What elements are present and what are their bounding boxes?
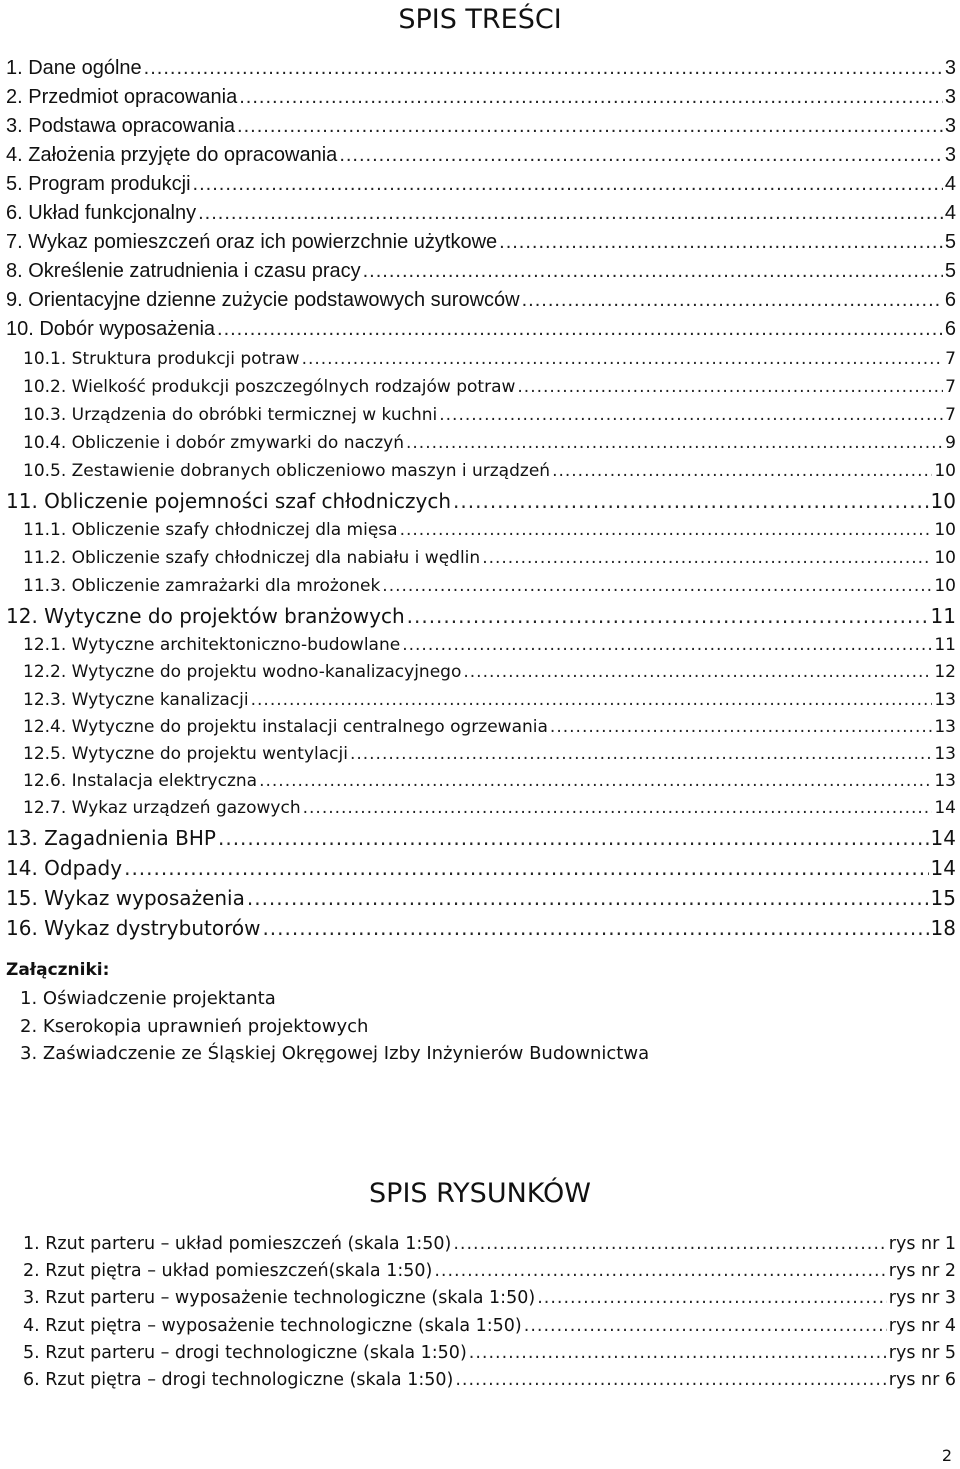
toc-entry-label: 12.3. Wytyczne kanalizacji: [23, 690, 249, 710]
toc-entry[interactable]: [6, 886, 956, 914]
toc-subentry[interactable]: [23, 662, 956, 690]
leader-dots: [550, 717, 932, 737]
toc-entry-label: 1. Dane ogólne: [6, 57, 142, 79]
toc-entry[interactable]: [6, 318, 956, 346]
figure-entry[interactable]: [23, 1370, 956, 1398]
toc-entry[interactable]: [6, 202, 956, 230]
figure-entry-ref: rys nr 4: [888, 1316, 956, 1336]
leader-dots: [406, 433, 943, 453]
toc-entry-label: 12.5. Wytyczne do projektu wentylacji: [23, 744, 348, 764]
toc-entry-label: 10.5. Zestawienie dobranych obliczeniowo maszyn i urządzeń: [23, 461, 551, 481]
toc-entry-label: 11.2. Obliczenie szafy chłodniczej dla nabiału i wędlin: [23, 548, 481, 568]
figure-entry[interactable]: [23, 1288, 956, 1316]
toc-entry[interactable]: [6, 144, 956, 172]
toc-entry-page: 14: [930, 856, 956, 880]
toc-entry-page: 10: [934, 548, 956, 568]
attachment-item: 3. Zaświadczenie ze Śląskiej Okręgowej Izby Inżynierów Budownictwa: [20, 1043, 650, 1064]
toc-entry-page: 7: [945, 405, 956, 425]
attachment-item: 2. Kserokopia uprawnień projektowych: [20, 1016, 369, 1037]
toc-entry-page: 7: [945, 349, 956, 369]
toc-entry-page: 6: [944, 318, 956, 340]
toc-entry-label: 12.4. Wytyczne do projektu instalacji centralnego ogrzewania: [23, 717, 548, 737]
leader-dots: [350, 744, 932, 764]
leader-dots: [198, 202, 943, 225]
leader-dots: [251, 690, 933, 710]
toc-entry[interactable]: [6, 289, 956, 317]
leader-dots: [434, 1261, 886, 1281]
leader-dots: [259, 771, 932, 791]
page-number: 2: [941, 1446, 952, 1465]
toc-subentry[interactable]: [23, 690, 956, 718]
leader-dots: [400, 520, 933, 540]
toc-entry-label: 11. Obliczenie pojemności szaf chłodniczych: [6, 489, 452, 513]
figure-entry-ref: rys nr 3: [888, 1288, 956, 1308]
figure-entry-ref: rys nr 1: [888, 1234, 956, 1254]
attachment-item: 1. Oświadczenie projektanta: [20, 988, 276, 1009]
toc-entry-label: 10.4. Obliczenie i dobór zmywarki do naczyń: [23, 433, 404, 453]
toc-subentry[interactable]: [23, 461, 956, 489]
toc-subentry[interactable]: [23, 520, 956, 548]
toc-entry-label: 12.1. Wytyczne architektoniczno-budowlane: [23, 635, 401, 655]
toc-entry[interactable]: [6, 856, 956, 884]
toc-entry-page: 13: [934, 744, 956, 764]
toc-subentry[interactable]: [23, 377, 956, 405]
attachments-heading: Załączniki:: [6, 960, 110, 980]
leader-dots: [193, 173, 943, 196]
leader-dots: [144, 57, 943, 80]
toc-entry-label: 5. Program produkcji: [6, 173, 191, 195]
toc-entry-page: 10: [934, 576, 956, 596]
leader-dots: [499, 231, 943, 254]
toc-entry[interactable]: [6, 115, 956, 143]
toc-entry-label: 10.2. Wielkość produkcji poszczególnych rodzajów potraw: [23, 377, 516, 397]
leader-dots: [517, 377, 943, 397]
toc-entry-page: 15: [930, 886, 956, 910]
toc-subentry[interactable]: [23, 576, 956, 604]
toc-entry-page: 4: [944, 173, 956, 195]
figure-entry[interactable]: [23, 1234, 956, 1262]
leader-dots: [439, 405, 943, 425]
toc-subentry[interactable]: [23, 349, 956, 377]
toc-subentry[interactable]: [23, 433, 956, 461]
toc-entry-page: 5: [944, 260, 956, 282]
leader-dots: [453, 1234, 886, 1254]
leader-dots: [552, 461, 932, 481]
toc-entry-label: 6. Układ funkcjonalny: [6, 202, 197, 224]
toc-entry-page: 5: [944, 231, 956, 253]
toc-subentry[interactable]: [23, 405, 956, 433]
toc-subentry[interactable]: [23, 798, 956, 826]
toc-entry-page: 3: [944, 86, 956, 108]
toc-entry-label: 15. Wykaz wyposażenia: [6, 886, 245, 910]
figure-entry-ref: rys nr 5: [888, 1343, 956, 1363]
leader-dots: [524, 1316, 887, 1336]
leader-dots: [262, 916, 928, 940]
leader-dots: [237, 115, 943, 138]
toc-entry-page: 10: [930, 489, 956, 513]
figures-title: SPIS RYSUNKÓW: [369, 1178, 591, 1209]
toc-entry-label: 10.3. Urządzenia do obróbki termicznej w kuchni: [23, 405, 438, 425]
toc-entry-page: 10: [934, 461, 956, 481]
toc-entry-label: 10. Dobór wyposażenia: [6, 318, 216, 340]
toc-entry[interactable]: [6, 489, 956, 517]
toc-entry-label: 10.1. Struktura produkcji potraw: [23, 349, 300, 369]
leader-dots: [302, 349, 944, 369]
leader-dots: [402, 635, 932, 655]
toc-entry-label: 16. Wykaz dystrybutorów: [6, 916, 261, 940]
toc-entry-label: 12. Wytyczne do projektów branżowych: [6, 604, 405, 628]
toc-entry-page: 13: [934, 690, 956, 710]
leader-dots: [453, 489, 929, 513]
toc-entry-page: 9: [945, 433, 956, 453]
toc-entry-label: 14. Odpady: [6, 856, 123, 880]
toc-entry[interactable]: [6, 260, 956, 288]
toc-entry-page: 10: [934, 520, 956, 540]
figure-entry-label: 1. Rzut parteru – układ pomieszczeń (skala 1:50): [23, 1234, 452, 1254]
toc-entry-label: 4. Założenia przyjęte do opracowania: [6, 144, 338, 166]
toc-entry-label: 12.7. Wykaz urządzeń gazowych: [23, 798, 301, 818]
figure-entry-ref: rys nr 2: [888, 1261, 956, 1281]
leader-dots: [239, 86, 943, 109]
toc-subentry[interactable]: [23, 635, 956, 663]
leader-dots: [455, 1370, 886, 1390]
leader-dots: [247, 886, 929, 910]
toc-entry[interactable]: [6, 604, 956, 632]
leader-dots: [463, 662, 932, 682]
toc-subentry[interactable]: [23, 744, 956, 772]
toc-entry[interactable]: [6, 231, 956, 259]
toc-entry-page: 13: [934, 717, 956, 737]
figure-entry-label: 3. Rzut parteru – wyposażenie technologiczne (skala 1:50): [23, 1288, 536, 1308]
toc-entry-page: 11: [930, 604, 956, 628]
toc-entry[interactable]: [6, 173, 956, 201]
toc-entry-label: 11.1. Obliczenie szafy chłodniczej dla mięsa: [23, 520, 398, 540]
leader-dots: [482, 548, 932, 568]
toc-entry-label: 12.2. Wytyczne do projektu wodno-kanalizacyjnego: [23, 662, 462, 682]
toc-entry-page: 14: [930, 826, 956, 850]
figure-entry[interactable]: [23, 1343, 956, 1371]
leader-dots: [363, 260, 943, 283]
toc-entry[interactable]: [6, 86, 956, 114]
toc-title: SPIS TREŚCI: [398, 4, 562, 35]
toc-entry[interactable]: [6, 57, 956, 85]
toc-entry-label: 2. Przedmiot opracowania: [6, 86, 238, 108]
toc-entry-label: 7. Wykaz pomieszczeń oraz ich powierzchnie użytkowe: [6, 231, 498, 253]
toc-entry-page: 3: [944, 57, 956, 79]
toc-entry-page: 13: [934, 771, 956, 791]
toc-entry-page: 3: [944, 115, 956, 137]
toc-entry[interactable]: [6, 826, 956, 854]
figure-entry-label: 6. Rzut piętra – drogi technologiczne (skala 1:50): [23, 1370, 454, 1390]
toc-entry-label: 9. Orientacyjne dzienne zużycie podstawowych surowców: [6, 289, 520, 311]
figure-entry[interactable]: [23, 1261, 956, 1289]
toc-entry-page: 7: [945, 377, 956, 397]
toc-subentry[interactable]: [23, 548, 956, 576]
toc-entry-page: 11: [934, 635, 956, 655]
toc-entry-label: 3. Podstawa opracowania: [6, 115, 236, 137]
leader-dots: [339, 144, 943, 167]
toc-entry-label: 12.6. Instalacja elektryczna: [23, 771, 258, 791]
toc-entry-page: 6: [944, 289, 956, 311]
leader-dots: [469, 1343, 887, 1363]
leader-dots: [522, 289, 943, 312]
toc-entry-page: 18: [930, 916, 956, 940]
toc-entry-page: 3: [944, 144, 956, 166]
toc-subentry[interactable]: [23, 771, 956, 799]
figure-entry-label: 4. Rzut piętra – wyposażenie technologiczne (skala 1:50): [23, 1316, 522, 1336]
toc-entry-page: 4: [944, 202, 956, 224]
figure-entry-ref: rys nr 6: [888, 1370, 956, 1390]
figure-entry[interactable]: [23, 1316, 956, 1344]
toc-entry[interactable]: [6, 916, 956, 944]
leader-dots: [303, 798, 933, 818]
leader-dots: [407, 604, 929, 628]
toc-entry-label: 11.3. Obliczenie zamrażarki dla mrożonek: [23, 576, 381, 596]
leader-dots: [124, 856, 928, 880]
toc-entry-label: 13. Zagadnienia BHP: [6, 826, 216, 850]
leader-dots: [217, 318, 943, 341]
figure-entry-label: 2. Rzut piętra – układ pomieszczeń(skala 1:50): [23, 1261, 433, 1281]
toc-entry-label: 8. Określenie zatrudnienia i czasu pracy: [6, 260, 361, 282]
leader-dots: [382, 576, 932, 596]
toc-entry-page: 12: [934, 662, 956, 682]
leader-dots: [218, 826, 929, 850]
toc-subentry[interactable]: [23, 717, 956, 745]
leader-dots: [537, 1288, 887, 1308]
figure-entry-label: 5. Rzut parteru – drogi technologiczne (skala 1:50): [23, 1343, 467, 1363]
toc-entry-page: 14: [934, 798, 956, 818]
